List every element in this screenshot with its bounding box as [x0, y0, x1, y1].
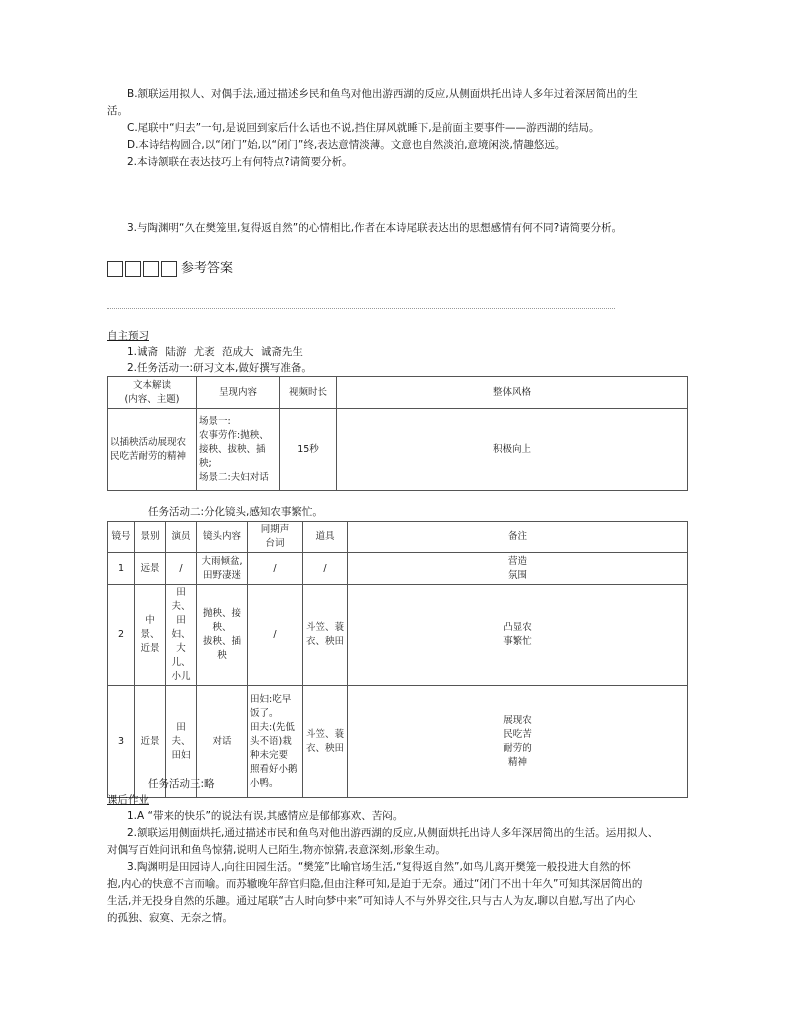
- answer-3-line2: 抱,内心的快意不言而喻。而苏辙晚年辞官归隐,但由注释可知,是迫于无奈。通过“闭门不出十年久”可知其深居简出的: [107, 878, 643, 890]
- table2-cell: 田妇:吃早 饭了。 田夫:(先低 头不语)栽 种未完要 照看好小鹅 小鸭。: [248, 686, 303, 798]
- table2-cell: 斗笠、蓑 衣、秧田: [303, 686, 348, 798]
- answer-2-line2: 对偶写百姓问讯和鱼鸟惊猜,说明人已陌生,物亦惊猜,表意深刻,形象生动。: [107, 844, 446, 856]
- table2-cell: 中景、 近景: [135, 585, 166, 686]
- table2-header: 同期声 台词: [248, 522, 303, 553]
- question-2: 2.本诗颔联在表达技巧上有何特点?请简要分析。: [127, 156, 353, 168]
- answer-3-line3: 生活,并无投身自然的乐趣。通过尾联“古人时向梦中来”可知诗人不与外界交往,只与古人为友,聊以自慰,写出了内心: [107, 895, 636, 907]
- table2-header: 景别: [135, 522, 166, 553]
- kehou-heading: 课后作业: [107, 794, 149, 806]
- question-3: 3.与陶渊明“久在樊笼里,复得返自然”的心情相比,作者在本诗尾联表达出的思想感情有何不同?请简要分析。: [127, 222, 623, 234]
- table2-cell: /: [248, 585, 303, 686]
- table1-cell: 场景一: 农事劳作:抛秧、接秧、拔秧、插秧; 场景二:夫妇对话: [197, 409, 280, 491]
- table2-cell: 展现农 民吃苦 耐劳的 精神: [348, 686, 688, 798]
- task2-table: [107, 521, 688, 798]
- option-d: D.本诗结构圆合,以“闭门”始,以“闭门”终,表达意情淡薄。文意也自然淡泊,意境闲淡,情趣悠远。: [127, 139, 566, 151]
- table1-header: 文本解读 (内容、主题): [108, 377, 197, 409]
- table2-header: 道具: [303, 522, 348, 553]
- answer-section-title: [107, 261, 233, 277]
- dotted-divider: [107, 308, 615, 309]
- table1-header: 呈现内容: [197, 377, 280, 409]
- answer-3-line1: 3.陶渊明是田园诗人,向往田园生活。“樊笼”比喻官场生活,“复得返自然”,如鸟儿离开樊笼一般投进大自然的怀: [127, 861, 631, 873]
- table2-cell: 3: [108, 686, 135, 798]
- title-box-square: [107, 261, 123, 277]
- zizhu-item-2: 2.任务活动一:研习文本,做好撰写准备。: [127, 362, 312, 374]
- table2-cell: 1: [108, 553, 135, 585]
- table1-cell: 15秒: [280, 409, 337, 491]
- task1-table: [107, 376, 688, 491]
- table2-header: 备注: [348, 522, 688, 553]
- option-c: C.尾联中“归去”一句,是说回到家后什么话也不说,挡住屏风就睡下,是前面主要事件——游西湖的结局。: [127, 122, 600, 134]
- table2-cell: /: [166, 553, 197, 585]
- table2-cell: 凸显农 事繁忙: [348, 585, 688, 686]
- table2-cell: 田夫、 田妇: [166, 686, 197, 798]
- table2-cell: 2: [108, 585, 135, 686]
- table2-cell: /: [303, 553, 348, 585]
- title-box-square: [161, 261, 177, 277]
- table2-cell: 田夫、 田妇、 大儿、 小儿: [166, 585, 197, 686]
- table2-cell: 斗笠、蓑 衣、秧田: [303, 585, 348, 686]
- task-3-label: 任务活动三:略: [148, 778, 215, 790]
- zizhu-item-1: 1.诚斋 陆游 尤袤 范成大 诚斋先生: [127, 346, 303, 358]
- answer-2-line1: 2.颔联运用侧面烘托,通过描述市民和鱼鸟对他出游西湖的反应,从侧面烘托出诗人多年深居简出的生活。运用拟人、: [127, 827, 659, 839]
- table2-cell: 近景: [135, 686, 166, 798]
- answer-1: 1.A “带来的快乐”的说法有误,其感情应是郁郁寡欢、苦闷。: [127, 810, 404, 822]
- table-row: [108, 553, 688, 585]
- table2-header: 演员: [166, 522, 197, 553]
- option-b-line1: B.颔联运用拟人、对偶手法,通过描述乡民和鱼鸟对他出游西湖的反应,从侧面烘托出诗人多年过着深居简出的生: [127, 88, 638, 100]
- answer-title: 参考答案: [181, 261, 234, 276]
- table1-cell: 以插秧活动展现农民吃苦耐劳的精神: [108, 409, 197, 491]
- table2-cell: /: [248, 553, 303, 585]
- table2-cell: 大雨倾盆, 田野凄迷: [197, 553, 248, 585]
- table1-header: 视频时长: [280, 377, 337, 409]
- zizhu-heading: 自主预习: [107, 330, 149, 342]
- title-box-square: [125, 261, 141, 277]
- table2-cell: 抛秧、接 秧、 拔秧、插秧: [197, 585, 248, 686]
- title-box-square: [143, 261, 159, 277]
- answer-3-line4: 的孤独、寂寞、无奈之情。: [107, 912, 233, 924]
- option-b-line2: 活。: [107, 105, 128, 117]
- table2-cell: 远景: [135, 553, 166, 585]
- table2-header: 镜头内容: [197, 522, 248, 553]
- table2-header: 镜号: [108, 522, 135, 553]
- table2-cell: 营造 氛围: [348, 553, 688, 585]
- table1-cell: 积极向上: [337, 409, 688, 491]
- task-2-label: 任务活动二:分化镜头,感知农事繁忙。: [148, 506, 323, 518]
- table-row: [108, 585, 688, 686]
- table2-cell: 对话: [197, 686, 248, 798]
- table1-header: 整体风格: [337, 377, 688, 409]
